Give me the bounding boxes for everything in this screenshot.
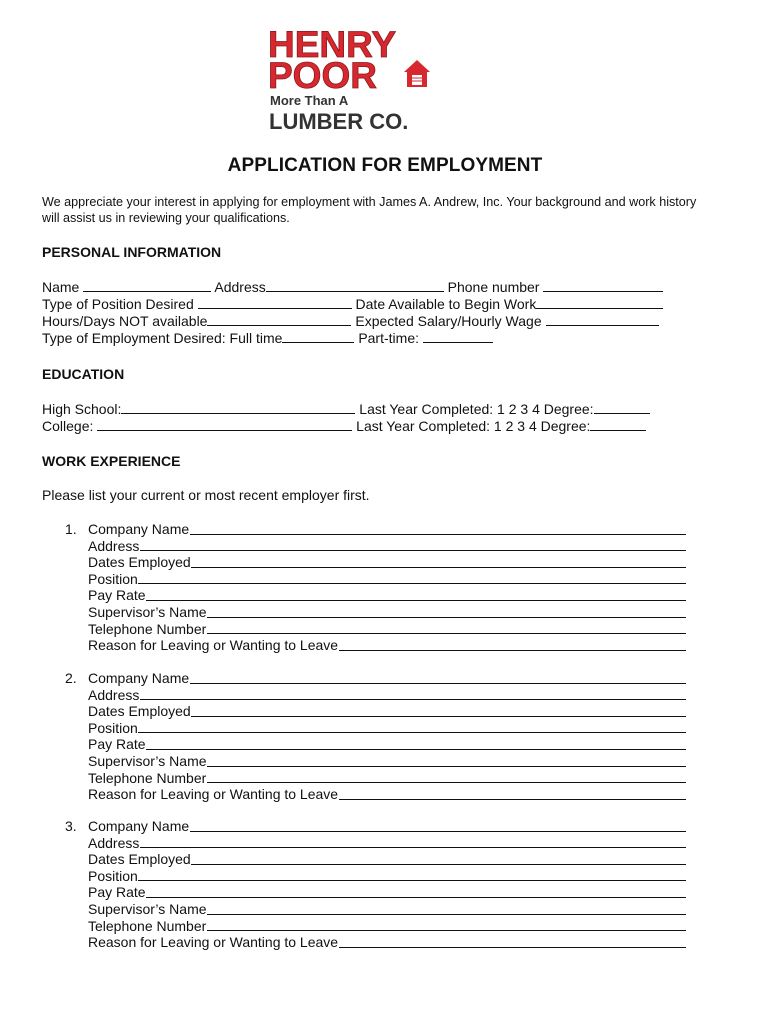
employer-field-row: [88, 538, 686, 555]
employer-field-label: Position: [88, 719, 138, 736]
employer-field-label: Position: [88, 570, 138, 587]
employer-field-input[interactable]: [207, 930, 686, 931]
salary-label: Expected Salary/Hourly Wage: [355, 313, 542, 329]
full-time-field[interactable]: [282, 329, 354, 343]
employer-field-row: [88, 835, 686, 852]
employer-field-input[interactable]: [190, 534, 686, 535]
employer-field-input[interactable]: [207, 782, 686, 783]
employer-field-label: Company Name: [88, 818, 190, 834]
name-field[interactable]: [83, 278, 211, 292]
employer-number: 2.: [65, 670, 77, 686]
position-field[interactable]: [198, 295, 352, 309]
part-time-label: Part-time:: [358, 330, 419, 346]
phone-label: Phone number: [447, 279, 540, 295]
employer-field-row: [88, 703, 686, 720]
employer-field-label: Address: [88, 834, 140, 851]
education-heading: EDUCATION: [42, 366, 125, 382]
employer-field-label: Pay Rate: [88, 736, 146, 753]
personal-row-4: [42, 329, 493, 347]
employer-field-input[interactable]: [190, 683, 686, 684]
employer-field-input[interactable]: [339, 650, 686, 651]
position-label: Type of Position Desired: [42, 296, 194, 312]
house-icon: [404, 60, 430, 87]
intro-paragraph: We appreciate your interest in applying for employment with James A. Andrew, Inc. Your background and work history will assist us in reviewing your qualifications.: [42, 195, 697, 225]
employer-field-row: [88, 670, 686, 687]
employer-field-row: [88, 786, 686, 803]
employer-field-label: Telephone Number: [88, 620, 207, 637]
date-available-field[interactable]: [536, 295, 663, 309]
employer-field-label: Telephone Number: [88, 769, 207, 786]
hours-not-field[interactable]: [207, 312, 351, 326]
employer-field-input[interactable]: [140, 847, 686, 848]
employer-field-label: Address: [88, 537, 140, 554]
personal-row-3: [42, 312, 659, 330]
high-school-degree-field[interactable]: [594, 400, 650, 414]
employer-field-input[interactable]: [339, 947, 686, 948]
logo-line-poor: POOR: [268, 55, 377, 96]
employer-field-label: Supervisor’s Name: [88, 901, 207, 917]
employer-field-row: [88, 587, 686, 604]
employer-field-input[interactable]: [146, 897, 686, 898]
employer-number: 3.: [65, 818, 77, 834]
employer-field-input[interactable]: [138, 583, 686, 584]
employer-field-label: Reason for Leaving or Wanting to Leave: [88, 786, 339, 803]
employer-number: 1.: [65, 521, 77, 537]
employer-field-row: [88, 770, 686, 787]
employer-field-label: Telephone Number: [88, 917, 207, 934]
employer-field-row: [88, 884, 686, 901]
hours-not-label: Hours/Days NOT available: [42, 313, 208, 329]
personal-row-2: [42, 295, 663, 313]
employer-field-row: [88, 687, 686, 704]
college-field[interactable]: [97, 417, 352, 431]
employer-field-input[interactable]: [190, 831, 686, 832]
employer-field-label: Dates Employed: [88, 703, 191, 720]
personal-heading: PERSONAL INFORMATION: [42, 244, 222, 260]
employer-field-row: [88, 604, 686, 621]
college-degree-field[interactable]: [590, 417, 646, 431]
employer-field-row: [88, 637, 686, 654]
employer-field-row: [88, 868, 686, 885]
work-heading: WORK EXPERIENCE: [42, 453, 181, 469]
employer-field-input[interactable]: [146, 600, 686, 601]
employer-field-label: Dates Employed: [88, 554, 191, 571]
high-school-last-year-label: Last Year Completed: 1 2 3 4 Degree:: [359, 401, 594, 417]
employer-field-label: Address: [88, 686, 140, 703]
employer-field-input[interactable]: [207, 633, 686, 634]
employer-field-row: [88, 934, 686, 951]
employer-field-row: [88, 521, 686, 538]
employer-field-input[interactable]: [140, 550, 686, 551]
employer-field-input[interactable]: [138, 880, 686, 881]
salary-field[interactable]: [546, 312, 659, 326]
employer-field-label: Pay Rate: [88, 884, 146, 901]
part-time-field[interactable]: [423, 329, 493, 343]
employer-field-row: [88, 736, 686, 753]
employer-field-label: Company Name: [88, 670, 190, 686]
employer-field-input[interactable]: [191, 864, 686, 865]
employer-field-label: Position: [88, 867, 138, 884]
logo-tagline: More Than A: [270, 93, 349, 108]
employer-field-row: [88, 720, 686, 737]
phone-field[interactable]: [543, 278, 663, 292]
employer-field-input[interactable]: [138, 732, 686, 733]
address-label: Address: [214, 279, 266, 295]
high-school-label: High School:: [42, 401, 122, 417]
employer-field-label: Supervisor’s Name: [88, 604, 207, 620]
college-last-year-label: Last Year Completed: 1 2 3 4 Degree:: [356, 418, 591, 434]
employer-field-label: Reason for Leaving or Wanting to Leave: [88, 637, 339, 654]
college-label: College:: [42, 418, 94, 434]
employer-field-input[interactable]: [207, 617, 686, 618]
employer-field-row: [88, 901, 686, 918]
employer-field-label: Dates Employed: [88, 851, 191, 868]
page-title: APPLICATION FOR EMPLOYMENT: [227, 155, 543, 176]
date-available-label: Date Available to Begin Work: [355, 296, 537, 312]
address-field[interactable]: [266, 278, 444, 292]
employer-field-label: Reason for Leaving or Wanting to Leave: [88, 934, 339, 951]
employer-field-row: [88, 753, 686, 770]
education-row-college: [42, 417, 646, 435]
personal-row-1: [42, 278, 663, 296]
employer-field-input[interactable]: [191, 716, 686, 717]
employer-field-input[interactable]: [207, 914, 686, 915]
logo-company: LUMBER CO.: [269, 109, 409, 132]
work-instruction: Please list your current or most recent employer first.: [42, 487, 370, 503]
employer-field-input[interactable]: [207, 766, 686, 767]
employer-field-label: Pay Rate: [88, 587, 146, 604]
logo-line-henry: HENRY: [268, 24, 397, 65]
employer-field-row: [88, 918, 686, 935]
employer-field-label: Company Name: [88, 521, 190, 537]
employer-field-row: [88, 851, 686, 868]
employer-field-input[interactable]: [146, 749, 686, 750]
employer-field-row: [88, 554, 686, 571]
henry-poor-logo: [266, 24, 436, 132]
employer-field-input[interactable]: [339, 799, 686, 800]
high-school-field[interactable]: [121, 400, 355, 414]
employer-field-row: [88, 571, 686, 588]
name-label: Name: [42, 279, 80, 295]
employer-field-row: [88, 621, 686, 638]
employer-field-row: [88, 818, 686, 835]
employer-field-input[interactable]: [191, 567, 686, 568]
employer-field-input[interactable]: [140, 699, 686, 700]
education-row-high-school: [42, 400, 650, 418]
employer-field-label: Supervisor’s Name: [88, 753, 207, 769]
employment-type-label: Type of Employment Desired: Full time: [42, 330, 283, 346]
